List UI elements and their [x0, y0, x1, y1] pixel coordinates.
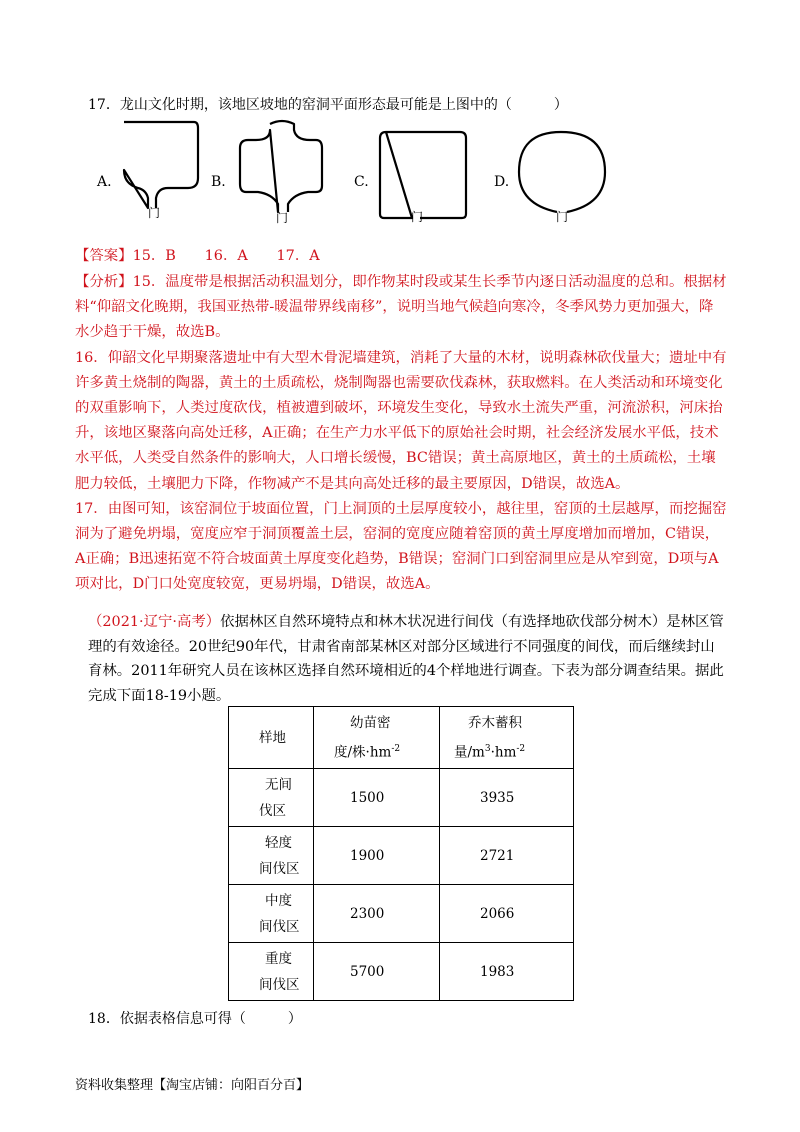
header-site: 样地 — [229, 707, 314, 769]
header-stock: 乔木蓄积 量$/m^3\cdot hm^{-2}$ — [440, 707, 574, 769]
question-18-text: 18．依据表格信息可得（ ） — [88, 1011, 302, 1027]
option-a-label: A. — [97, 174, 112, 190]
row-stock: 2721 — [440, 827, 574, 885]
option-d-label: D. — [494, 174, 510, 190]
header-seedling: 幼苗密 度/株$\cdot hm^{-2}$ — [314, 707, 440, 769]
door-label-b: 门 — [276, 211, 289, 225]
analysis-block — [75, 270, 727, 598]
row-site: 轻度 间伐区 — [229, 827, 314, 885]
door-label-a: 门 — [148, 206, 161, 220]
option-c-label: C. — [354, 174, 369, 190]
row-seedling: 1900 — [314, 827, 440, 885]
cave-shape-c — [376, 128, 472, 224]
row-seedling: 2300 — [314, 885, 440, 943]
table-row — [229, 827, 574, 885]
row-seedling: 5700 — [314, 943, 440, 1001]
source-tag: （2021·辽宁·高考） — [88, 614, 221, 630]
table-row — [229, 943, 574, 1001]
source-text: 依据林区自然环境特点和林木状况进行间伐（有选择地砍伐部分树木）是林区管理的有效途径。20世纪90年代，甘肃省南部某林区对部分区域进行不同强度的间伐，而后继续封山育林。2011年研究人员在该林区选择自然环境相近的4个样地进行调查。下表为部分调查结果。据此完成下面18-19小题。 — [88, 614, 724, 704]
row-stock: 2066 — [440, 885, 574, 943]
analysis-15: 15．温度带是根据活动积温划分，即作物某时段或某生长季节内逐日活动温度的总和。根据材料“仰韶文化晚期，我国亚热带-暖温带界线南移”，说明当地气候趋向寒冷，冬季风势力更加强大，降水少趋于干燥，故选B。 — [75, 274, 727, 341]
source-passage — [88, 610, 728, 708]
row-stock: 3935 — [440, 769, 574, 827]
analysis-tag: 【分析】 — [75, 274, 133, 290]
footer-text: 资料收集整理【淘宝店铺：向阳百分百】 — [75, 1078, 310, 1093]
table-row — [229, 769, 574, 827]
analysis-16: 16．仰韶文化早期聚落遗址中有大型木骨泥墙建筑，消耗了大量的木材，说明森林砍伐量大；遗址中有许多黄土烧制的陶器，黄土的土质疏松，烧制陶器也需要砍伐森林，获取燃料。在人类活动和环境变化的双重影响下，人类过度砍伐，植被遭到破坏，环境发生变化，导致水土流失严重，河流淤积，河床抬升，该地区聚落向高处迁移，A正确；在生产力水平低下的原始社会时期，社会经济发展水平低，技术水平低，人类受自然条件的影响大，人口增长缓慢，BC错误；黄土高原地区，黄土的土质疏松，土壤肥力较低，土壤肥力下降，作物减产不是其向高处迁移的最主要原因，D错误，故选A。 — [75, 349, 727, 492]
table-row — [229, 885, 574, 943]
answer-tag: 【答案】 — [75, 248, 133, 264]
row-site: 中度 间伐区 — [229, 885, 314, 943]
row-site: 无间 伐区 — [229, 769, 314, 827]
door-label-d: 门 — [556, 210, 569, 224]
question-17-text: 17．龙山文化时期，该地区坡地的窑洞平面形态最可能是上图中的（ ） — [88, 97, 568, 113]
row-stock: 1983 — [440, 943, 574, 1001]
door-label-c: 门 — [411, 210, 424, 224]
answer-block — [75, 244, 727, 269]
table-header-row — [229, 707, 574, 769]
row-site: 重度 间伐区 — [229, 943, 314, 1001]
row-seedling: 1500 — [314, 769, 440, 827]
survey-table — [228, 706, 574, 1001]
answer-text: 15．B 16．A 17．A — [132, 248, 320, 264]
analysis-17: 17．由图可知，该窑洞位于坡面位置，门上洞顶的土层厚度较小，越往里，窑顶的土层越厚，而挖掘窑洞为了避免坍塌，宽度应窄于洞顶覆盖土层，窑洞的宽度应随着窑顶的黄土厚度增加而增加，C错误，A正确；B迅速拓宽不符合坡面黄土厚度变化趋势，B错误；窑洞门口到窑洞里应是从窄到宽，D项与A项对比，D门口处宽度较宽，更易坍塌，D错误，故选A。 — [75, 500, 727, 593]
cave-shape-a — [118, 118, 204, 224]
option-b-label: B. — [211, 174, 226, 190]
